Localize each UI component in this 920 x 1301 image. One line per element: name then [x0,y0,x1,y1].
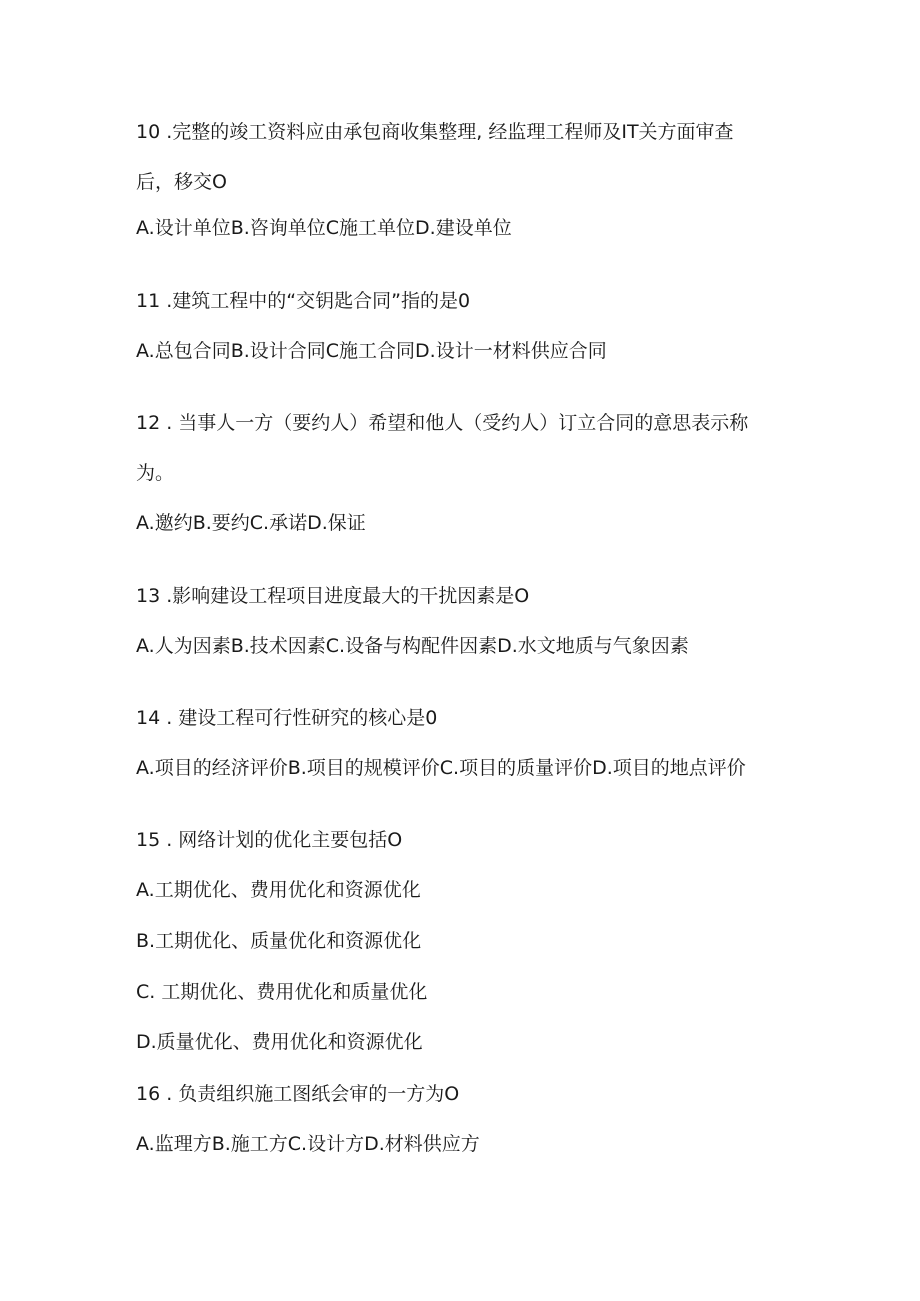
question-12-options: A.邀约B.要约C.承诺D.保证 [136,512,366,534]
question-15-option-a: A.工期优化、费用优化和资源优化 [136,879,421,901]
question-14-text: 14 . 建设工程可行性研究的核心是0 [136,707,438,729]
question-15-option-d: D.质量优化、费用优化和资源优化 [136,1031,423,1053]
question-16-text: 16 . 负责组织施工图纸会审的一方为O [136,1083,460,1105]
question-13-options: A.人为因素B.技术因素C.设备与构配件因素D.水文地质与气象因素 [136,635,689,657]
question-13-text: 13 .影响建设工程项目进度最大的干扰因素是O [136,585,530,607]
question-15-option-b: B.工期优化、质量优化和资源优化 [136,930,422,952]
question-12-text: 12 . 当事人一方（要约人）希望和他人（受约人）订立合同的意思表示称 [136,412,749,434]
question-16-options: A.监理方B.施工方C.设计方D.材料供应方 [136,1133,480,1155]
question-11-options: A.总包合同B.设计合同C施工合同D.设计一材料供应合同 [136,340,607,362]
question-10-text-cont: 后，移交O [136,171,227,193]
question-14-options: A.项目的经济评价B.项目的规模评价C.项目的质量评价D.项目的地点评价 [136,757,746,779]
question-10-options: A.设计单位B.咨询单位C施工单位D.建设单位 [136,217,512,239]
question-11-text: 11 .建筑工程中的“交钥匙合同”指的是0 [136,290,471,312]
question-10-text: 10 .完整的竣工资料应由承包商收集整理, 经监理工程师及IT关方面审查 [136,121,734,143]
question-12-text-cont: 为。 [136,462,175,484]
question-15-text: 15 . 网络计划的优化主要包括O [136,829,403,851]
question-15-option-c: C. 工期优化、费用优化和质量优化 [136,981,428,1003]
